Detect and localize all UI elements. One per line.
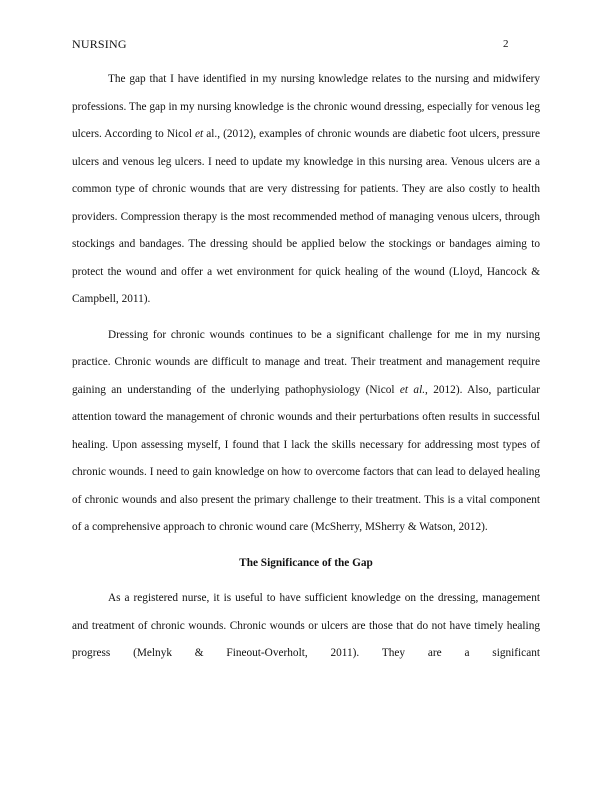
page-number: 2 [503,38,509,50]
document-body [72,66,540,668]
paragraph-1-italic: et [195,128,204,140]
paragraph-2-text-b: , 2012). Also, particular attention toward the management of chronic wounds and their perturbations often results in successful healing. Upon assessing myself, I found that I lack the skills necessary for addressing most types of chronic wounds. I need to gain knowledge on how to overcome factors that can lead to delayed healing of chronic wounds and also present the primary challenge to their treatment. This is a vital component of a comprehensive approach to chronic wound care (McSherry, MSherry & Watson, 2012). [72,383,540,533]
running-head: NURSING [72,37,127,51]
paragraph-1 [72,66,540,314]
paragraph-3-text: As a registered nurse, it is useful to have sufficient knowledge on the dressing, management and treatment of chronic wounds. Chronic wounds or ulcers are those that do not have timely healing progress (Melnyk & Fineout-Overholt, 2011). They are a significant [72,592,540,659]
paragraph-1-text-a: The gap that I have identified in my nursing knowledge relates to the nursing and midwifery professions. The gap in my nursing knowledge is the chronic wound dressing, especially for venous leg ulcers. According to Nicol [72,73,540,140]
paragraph-1-text-b: al., (2012), examples of chronic wounds are diabetic foot ulcers, pressure ulcers and venous leg ulcers. I need to update my knowledge in this nursing area. Venous ulcers are a common type of chronic wounds that are very distressing for patients. They are also costly to health providers. Compression therapy is the most recommended method of managing venous ulcers, through stockings and bandages. The dressing should be applied below the stockings or bandages aiming to protect the wound and offer a wet environment for quick healing of the wound (Lloyd, Hancock & Campbell, 2011). [72,128,540,305]
paragraph-3 [72,585,540,668]
section-heading: The Significance of the Gap [239,556,373,569]
paragraph-2 [72,322,540,542]
paragraph-2-italic: et al. [399,383,426,396]
paragraph-2-text-a: Dressing for chronic wounds continues to be a significant challenge for me in my nursing practice. Chronic wounds are difficult to manage and treat. Their treatment and management require gaining an understanding of the underlying pathophysiology (Nicol [72,328,540,396]
